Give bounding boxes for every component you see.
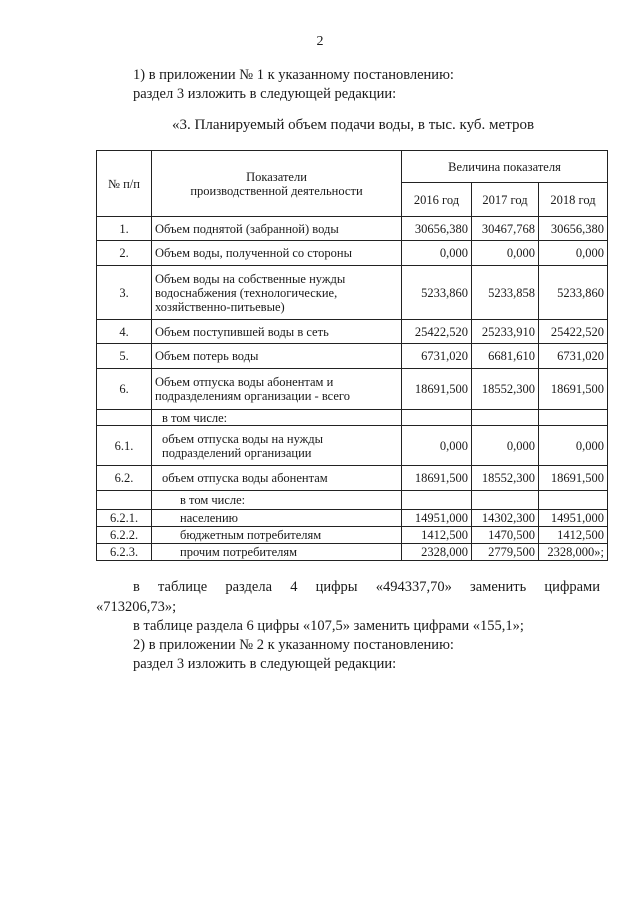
row-number: 4.	[97, 320, 152, 344]
row-number: 5.	[97, 344, 152, 369]
value-2017: 0,000	[472, 241, 539, 266]
value-2018: 18691,500	[539, 369, 608, 410]
value-2017: 18552,300	[472, 466, 539, 491]
value-2018	[539, 410, 608, 426]
value-2017	[472, 491, 539, 510]
value-2017	[472, 410, 539, 426]
table-row	[97, 241, 608, 266]
table-row	[97, 217, 608, 241]
header-year-2017: 2017 год	[472, 183, 539, 217]
value-2018: 14951,000	[539, 510, 608, 527]
amendment-line-4: раздел 3 изложить в следующей редакции:	[133, 656, 397, 672]
row-label: населению	[152, 510, 402, 527]
intro-line-1: 1) в приложении № 1 к указанному постановлению:	[133, 67, 454, 83]
row-number: 6.2.	[97, 466, 152, 491]
amendment-line-3: 2) в приложении № 2 к указанному постановлению:	[133, 637, 454, 653]
row-label: Объем поднятой (забранной) воды	[152, 217, 402, 241]
amendment-line-1: в таблице раздела 4 цифры «494337,70» заменить цифрами	[133, 579, 600, 595]
table-row	[97, 510, 608, 527]
value-2017: 18552,300	[472, 369, 539, 410]
row-number: 6.1.	[97, 426, 152, 466]
value-2016: 18691,500	[402, 466, 472, 491]
row-label: объем отпуска воды на нужды подразделений организации	[152, 426, 402, 466]
row-label: Объем воды на собственные нужды водоснабжения (технологические, хозяйственно-питьевые)	[152, 266, 402, 320]
value-2016: 1412,500	[402, 527, 472, 544]
amendment-line-1b: «713206,73»;	[96, 599, 177, 615]
table-title: «3. Планируемый объем подачи воды, в тыс. куб. метров	[172, 117, 535, 133]
value-2018: 1412,500	[539, 527, 608, 544]
table-row	[97, 527, 608, 544]
value-2016: 5233,860	[402, 266, 472, 320]
value-2017: 5233,858	[472, 266, 539, 320]
table-row	[97, 369, 608, 410]
table-row	[97, 344, 608, 369]
value-2018: 0,000	[539, 241, 608, 266]
value-2017: 14302,300	[472, 510, 539, 527]
value-2018: 5233,860	[539, 266, 608, 320]
row-number: 6.	[97, 369, 152, 410]
value-2016	[402, 491, 472, 510]
row-label: Объем отпуска воды абонентам и подразделениям организации - всего	[152, 369, 402, 410]
value-2016: 0,000	[402, 241, 472, 266]
value-2016: 14951,000	[402, 510, 472, 527]
row-number: 6.2.1.	[97, 510, 152, 527]
value-2018: 25422,520	[539, 320, 608, 344]
table-row	[97, 410, 608, 426]
header-year-2018: 2018 год	[539, 183, 608, 217]
value-2018: 0,000	[539, 426, 608, 466]
row-label: Объем воды, полученной со стороны	[152, 241, 402, 266]
value-2016: 25422,520	[402, 320, 472, 344]
table-row	[97, 266, 608, 320]
row-number: 2.	[97, 241, 152, 266]
value-2018: 18691,500	[539, 466, 608, 491]
value-2017: 1470,500	[472, 527, 539, 544]
value-2018: 30656,380	[539, 217, 608, 241]
table-row	[97, 466, 608, 491]
header-value: Величина показателя	[402, 151, 608, 183]
value-2017: 2779,500	[472, 544, 539, 561]
value-2016: 30656,380	[402, 217, 472, 241]
row-number: 6.2.2.	[97, 527, 152, 544]
table-row	[97, 426, 608, 466]
row-label: Объем потерь воды	[152, 344, 402, 369]
header-num: № п/п	[97, 151, 152, 217]
row-number: 6.2.3.	[97, 544, 152, 561]
row-label: бюджетным потребителям	[152, 527, 402, 544]
row-number	[97, 410, 152, 426]
row-label: в том числе:	[152, 491, 402, 510]
row-label: объем отпуска воды абонентам	[152, 466, 402, 491]
value-2017: 25233,910	[472, 320, 539, 344]
row-label: Объем поступившей воды в сеть	[152, 320, 402, 344]
value-2018	[539, 491, 608, 510]
row-number: 3.	[97, 266, 152, 320]
table-row	[97, 544, 608, 561]
value-2016: 2328,000	[402, 544, 472, 561]
table-row	[97, 320, 608, 344]
value-2016: 18691,500	[402, 369, 472, 410]
value-2017: 0,000	[472, 426, 539, 466]
value-2016: 6731,020	[402, 344, 472, 369]
amendment-line-2: в таблице раздела 6 цифры «107,5» заменить цифрами «155,1»;	[133, 618, 524, 634]
value-2018: 6731,020	[539, 344, 608, 369]
value-2017: 6681,610	[472, 344, 539, 369]
row-number: 1.	[97, 217, 152, 241]
row-label: прочим потребителям	[152, 544, 402, 561]
value-2017: 30467,768	[472, 217, 539, 241]
header-indicators: Показатели производственной деятельности	[152, 151, 402, 217]
value-2016	[402, 410, 472, 426]
table-row	[97, 491, 608, 510]
row-label: в том числе:	[152, 410, 402, 426]
intro-line-2: раздел 3 изложить в следующей редакции:	[133, 86, 397, 102]
row-number	[97, 491, 152, 510]
water-supply-table	[96, 150, 608, 561]
header-year-2016: 2016 год	[402, 183, 472, 217]
page-number: 2	[316, 34, 324, 49]
value-2018: 2328,000»;	[539, 544, 608, 561]
value-2016: 0,000	[402, 426, 472, 466]
